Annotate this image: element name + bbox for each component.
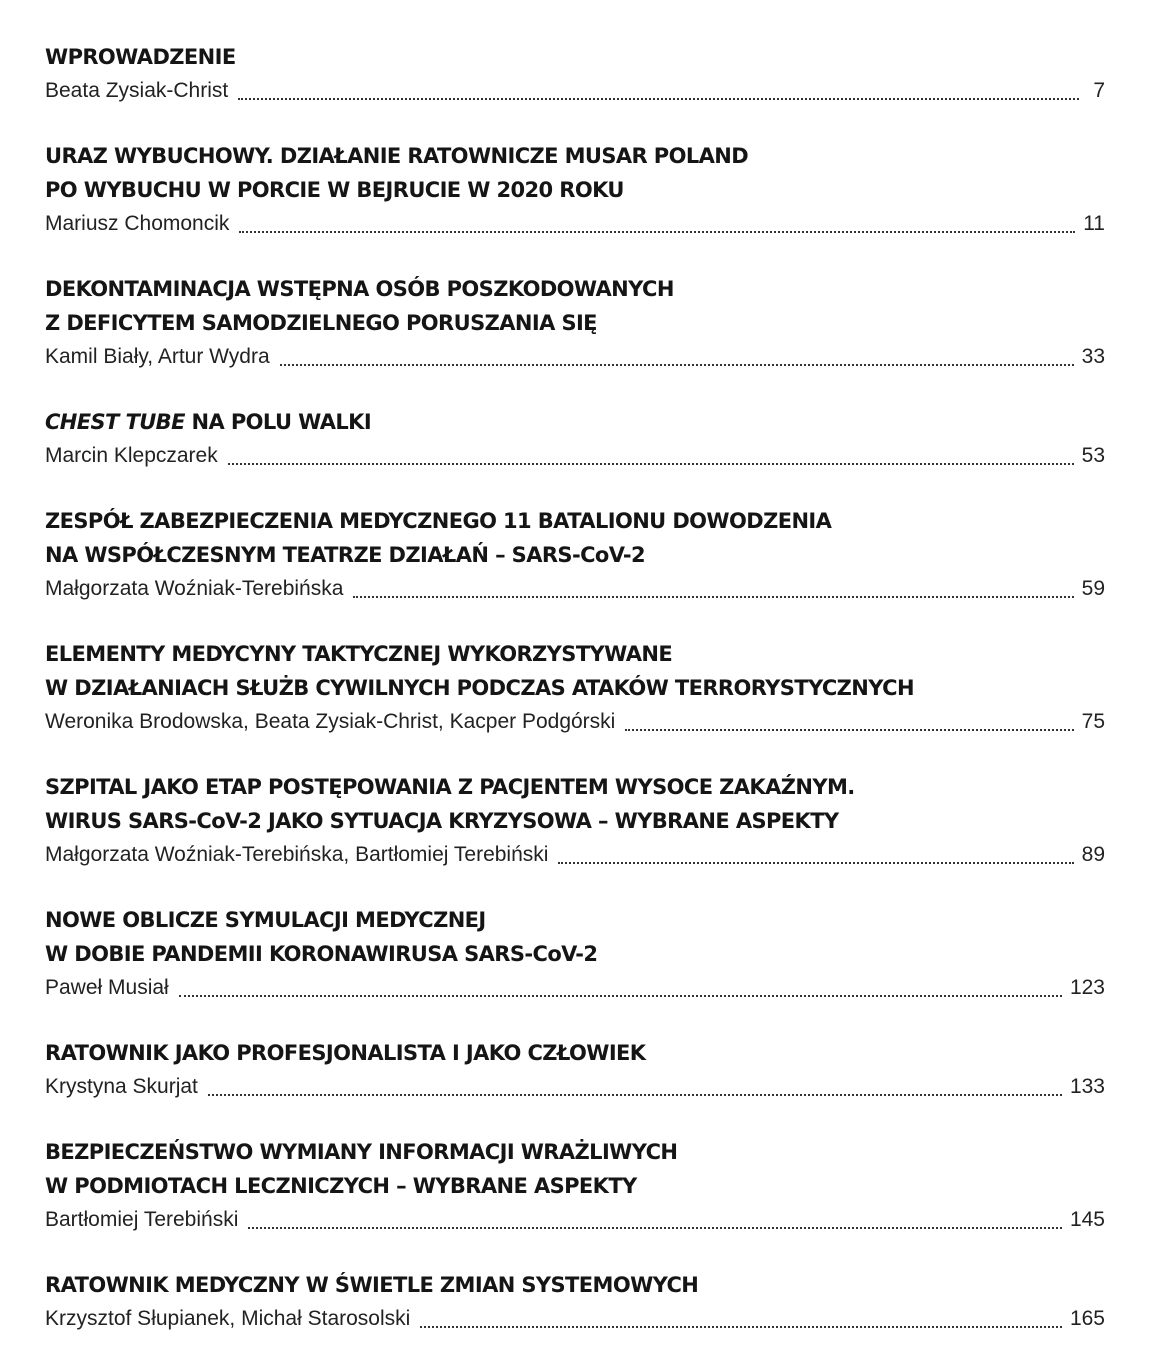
entry-page-number: 53 xyxy=(1081,444,1105,467)
entry-title: W DZIAŁANIACH SŁUŻB CYWILNYCH PODCZAS ATAKÓW TERRORYSTYCZNYCH xyxy=(45,676,914,700)
entry-authors: Weronika Brodowska, Beata Zysiak-Christ, Kacper Podgórski xyxy=(45,710,616,733)
leader-dots xyxy=(179,994,1062,997)
entry-title: WPROWADZENIE xyxy=(45,45,236,69)
entry-authors: Krzysztof Słupianek, Michał Starosolski xyxy=(45,1307,411,1330)
entry-title-italic: CHEST TUBE xyxy=(45,410,185,434)
entry-title: W DOBIE PANDEMII KORONAWIRUSA SARS-CoV-2 xyxy=(45,942,598,966)
entry-author-row xyxy=(45,340,1105,374)
entry-author-row xyxy=(45,1203,1105,1237)
entry-page-number: 33 xyxy=(1081,345,1105,368)
entry-page-number: 59 xyxy=(1081,577,1105,600)
toc-entry[interactable] xyxy=(45,272,1105,374)
entry-title: ELEMENTY MEDYCYNY TAKTYCZNEJ WYKORZYSTYWANE xyxy=(45,642,673,666)
leader-dots xyxy=(558,861,1073,864)
entry-author-row xyxy=(45,971,1105,1005)
entry-page-number: 75 xyxy=(1081,710,1105,733)
leader-dots xyxy=(353,595,1073,598)
entry-title: NOWE OBLICZE SYMULACJI MEDYCZNEJ xyxy=(45,908,486,932)
entry-title: RATOWNIK MEDYCZNY W ŚWIETLE ZMIAN SYSTEMOWYCH xyxy=(45,1273,699,1297)
entry-title: Z DEFICYTEM SAMODZIELNEGO PORUSZANIA SIĘ xyxy=(45,311,597,335)
entry-title: URAZ WYBUCHOWY. DZIAŁANIE RATOWNICZE MUSAR POLAND xyxy=(45,144,749,168)
entry-authors: Beata Zysiak-Christ xyxy=(45,79,229,102)
entry-authors: Mariusz Chomoncik xyxy=(45,212,230,235)
entry-authors: Marcin Klepczarek xyxy=(45,444,218,467)
leader-dots xyxy=(420,1325,1062,1328)
entry-page-number: 11 xyxy=(1083,212,1105,235)
toc-entry[interactable] xyxy=(45,1268,1105,1336)
entry-title: BEZPIECZEŃSTWO WYMIANY INFORMACJI WRAŻLIWYCH xyxy=(45,1140,678,1164)
leader-dots xyxy=(625,728,1073,731)
entry-title-rest: NA POLU WALKI xyxy=(184,410,372,434)
toc-entry[interactable] xyxy=(45,504,1105,606)
table-of-contents xyxy=(45,40,1105,1367)
entry-authors: Małgorzata Woźniak-Terebińska xyxy=(45,577,344,600)
toc-entry[interactable] xyxy=(45,1135,1105,1237)
entry-page-number: 7 xyxy=(1093,79,1105,102)
toc-entry[interactable] xyxy=(45,903,1105,1005)
entry-author-row xyxy=(45,207,1105,241)
entry-title: W PODMIOTACH LECZNICZYCH – WYBRANE ASPEKTY xyxy=(45,1174,637,1198)
leader-dots xyxy=(238,97,1079,100)
entry-title: WIRUS SARS-CoV-2 JAKO SYTUACJA KRYZYSOWA – WYBRANE ASPEKTY xyxy=(45,809,839,833)
toc-entry[interactable] xyxy=(45,1036,1105,1104)
entry-title: PO WYBUCHU W PORCIE W BEJRUCIE W 2020 ROKU xyxy=(45,178,624,202)
entry-author-row xyxy=(45,1070,1105,1104)
toc-entry[interactable] xyxy=(45,40,1105,108)
entry-title xyxy=(45,405,1105,439)
toc-entry[interactable] xyxy=(45,139,1105,241)
entry-title: ZESPÓŁ ZABEZPIECZENIA MEDYCZNEGO 11 BATALIONU DOWODZENIA xyxy=(45,509,832,533)
entry-title: NA WSPÓŁCZESNYM TEATRZE DZIAŁAŃ – SARS-CoV-2 xyxy=(45,543,645,567)
leader-dots xyxy=(228,462,1074,465)
toc-entry[interactable] xyxy=(45,637,1105,739)
entry-author-row xyxy=(45,439,1105,473)
entry-page-number: 89 xyxy=(1081,843,1105,866)
entry-page-number: 133 xyxy=(1069,1075,1105,1098)
leader-dots xyxy=(239,230,1075,233)
entry-author-row xyxy=(45,74,1105,108)
entry-authors: Bartłomiej Terebiński xyxy=(45,1208,239,1231)
leader-dots xyxy=(248,1226,1062,1229)
entry-authors: Kamil Biały, Artur Wydra xyxy=(45,345,270,368)
leader-dots xyxy=(208,1093,1062,1096)
entry-page-number: 165 xyxy=(1069,1307,1105,1330)
entry-author-row xyxy=(45,838,1105,872)
entry-authors: Paweł Musiał xyxy=(45,976,169,999)
entry-title: DEKONTAMINACJA WSTĘPNA OSÓB POSZKODOWANYCH xyxy=(45,277,674,301)
entry-author-row xyxy=(45,572,1105,606)
entry-author-row xyxy=(45,705,1105,739)
entry-author-row xyxy=(45,1302,1105,1336)
toc-entry[interactable] xyxy=(45,405,1105,473)
entry-title: RATOWNIK JAKO PROFESJONALISTA I JAKO CZŁOWIEK xyxy=(45,1041,646,1065)
entry-authors: Krystyna Skurjat xyxy=(45,1075,198,1098)
entry-page-number: 123 xyxy=(1069,976,1105,999)
entry-title: SZPITAL JAKO ETAP POSTĘPOWANIA Z PACJENTEM WYSOCE ZAKAŹNYM. xyxy=(45,775,855,799)
leader-dots xyxy=(280,363,1074,366)
entry-authors: Małgorzata Woźniak-Terebińska, Bartłomiej Terebiński xyxy=(45,843,549,866)
toc-entry[interactable] xyxy=(45,770,1105,872)
entry-page-number: 145 xyxy=(1069,1208,1105,1231)
